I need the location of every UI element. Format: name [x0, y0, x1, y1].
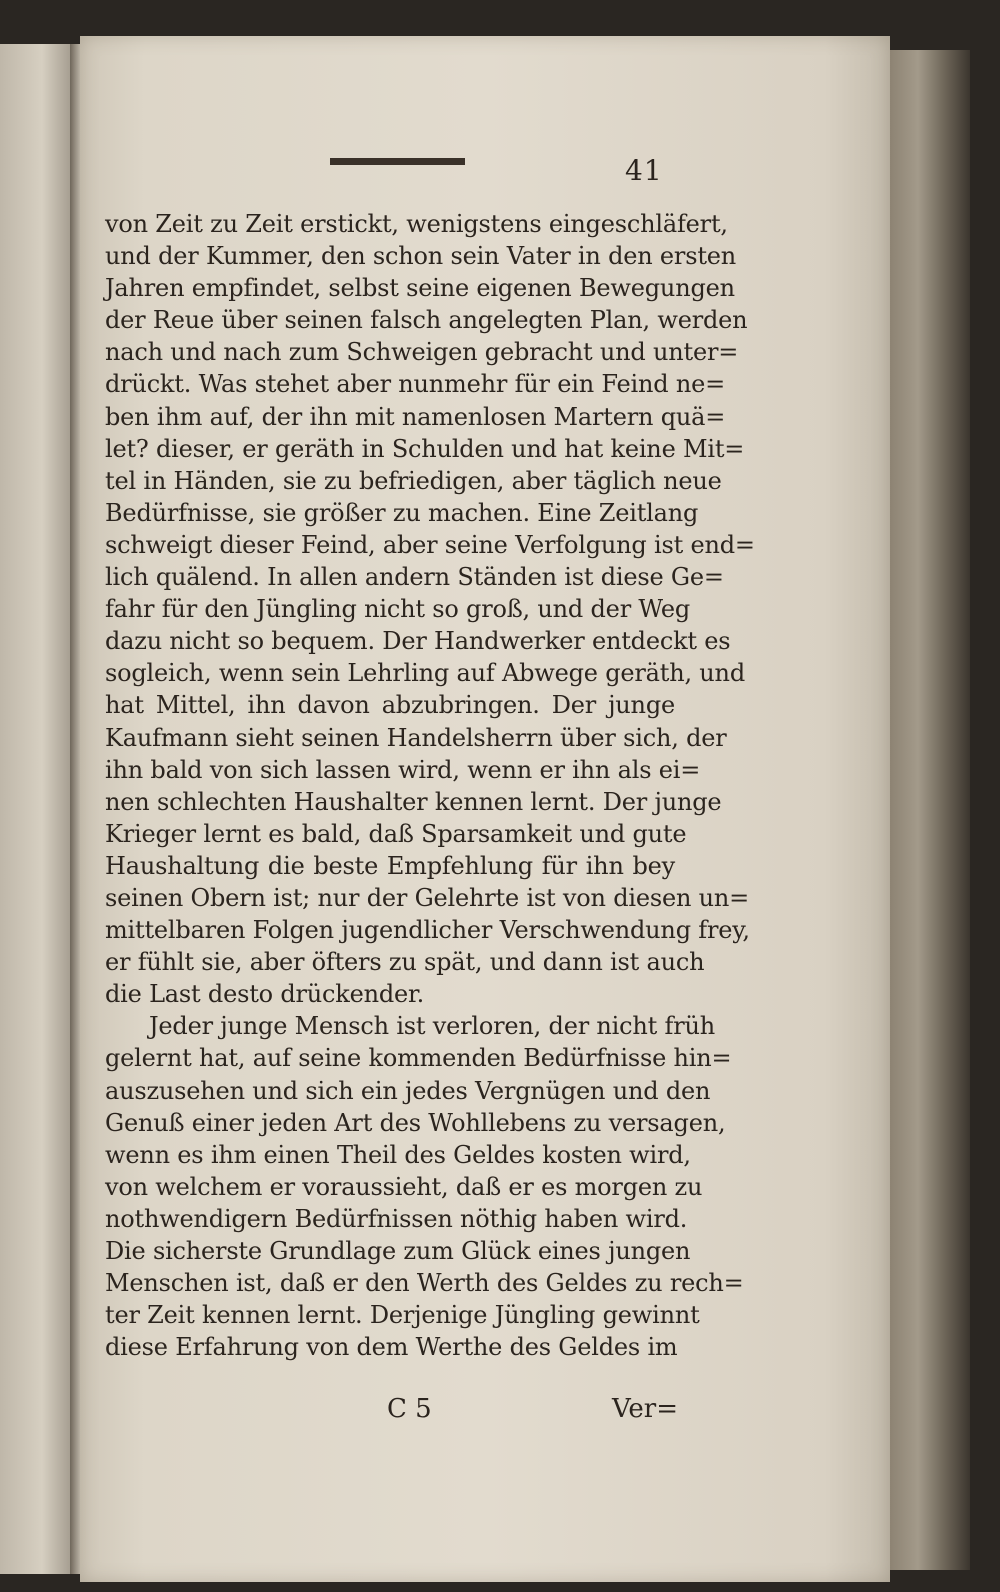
text-line: auszusehen und sich ein jedes Vergnügen und den: [105, 1076, 711, 1105]
text-line: hat Mittel, ihn davon abzubringen. Der junge: [105, 691, 675, 720]
text-line: mittelbaren Folgen jugendlicher Verschwendung frey,: [105, 916, 750, 945]
text-line: von Zeit zu Zeit erstickt, wenigstens eingeschläfert,: [105, 210, 728, 238]
text-line: seinen Obern ist; nur der Gelehrte ist von diesen un=: [105, 883, 750, 912]
text-line: schweigt dieser Feind, aber seine Verfolgung ist end=: [105, 530, 755, 559]
text-line: dazu nicht so bequem. Der Handwerker entdeckt es: [105, 627, 731, 656]
catchword: Ver=: [612, 1394, 678, 1424]
book-gutter: [70, 44, 80, 1574]
text-line: Genuß einer jeden Art des Wohllebens zu versagen,: [105, 1108, 726, 1137]
signature-mark: C 5: [387, 1394, 432, 1424]
text-line: der Reue über seinen falsch angelegten Plan, werden: [105, 306, 748, 335]
text-line: ben ihm auf, der ihn mit namenlosen Martern quä=: [105, 402, 726, 431]
left-page-edge: [0, 44, 70, 1574]
text-line: er fühlt sie, aber öfters zu spät, und dann ist auch: [105, 948, 705, 977]
text-line: Kaufmann sieht seinen Handelsherrn über sich, der: [105, 723, 727, 752]
text-line: Bedürfnisse, sie größer zu machen. Eine Zeitlang: [105, 498, 699, 527]
text-line: von welchem er voraussieht, daß er es morgen zu: [105, 1172, 703, 1201]
text-line: nen schlechten Haushalter kennen lernt. Der junge: [105, 787, 722, 816]
text-line: nach und nach zum Schweigen gebracht und unter=: [105, 338, 739, 367]
text-line: tel in Händen, sie zu befriedigen, aber täglich neue: [105, 466, 722, 495]
page-stack-edge: [890, 50, 970, 1570]
text-line: fahr für den Jüngling nicht so groß, und der Weg: [105, 595, 691, 624]
text-line: und der Kummer, den schon sein Vater in den ersten: [105, 242, 737, 271]
header-rule: [330, 158, 465, 165]
page-number: 41: [625, 154, 663, 187]
body-text: [105, 208, 755, 1363]
text-line: ter Zeit kennen lernt. Derjenige Jüngling gewinnt: [105, 1301, 700, 1330]
text-line: let? dieser, er geräth in Schulden und hat keine Mit=: [105, 434, 745, 463]
text-line: Menschen ist, daß er den Werth des Geldes zu rech=: [105, 1269, 744, 1298]
text-line: Jeder junge Mensch ist verloren, der nicht früh: [149, 1012, 715, 1041]
text-line: sogleich, wenn sein Lehrling auf Abwege geräth, und: [105, 659, 745, 688]
text-line: Krieger lernt es bald, daß Sparsamkeit und gute: [105, 819, 687, 848]
text-line: lich quälend. In allen andern Ständen ist diese Ge=: [105, 563, 724, 592]
text-line: gelernt hat, auf seine kommenden Bedürfnisse hin=: [105, 1044, 732, 1073]
text-line: diese Erfahrung von dem Werthe des Geldes im: [105, 1333, 678, 1362]
text-line: Jahren empfindet, selbst seine eigenen Bewegungen: [105, 274, 735, 303]
text-line: ihn bald von sich lassen wird, wenn er ihn als ei=: [105, 755, 701, 784]
text-line: Haushaltung die beste Empfehlung für ihn bey: [105, 851, 675, 880]
text-line: drückt. Was stehet aber nunmehr für ein Feind ne=: [105, 370, 726, 399]
text-line: nothwendigern Bedürfnissen nöthig haben wird.: [105, 1204, 688, 1233]
book-page: [80, 36, 890, 1582]
text-line: die Last desto drückender.: [105, 980, 425, 1009]
text-line: Die sicherste Grundlage zum Glück eines jungen: [105, 1237, 691, 1265]
text-line: wenn es ihm einen Theil des Geldes kosten wird,: [105, 1140, 691, 1169]
